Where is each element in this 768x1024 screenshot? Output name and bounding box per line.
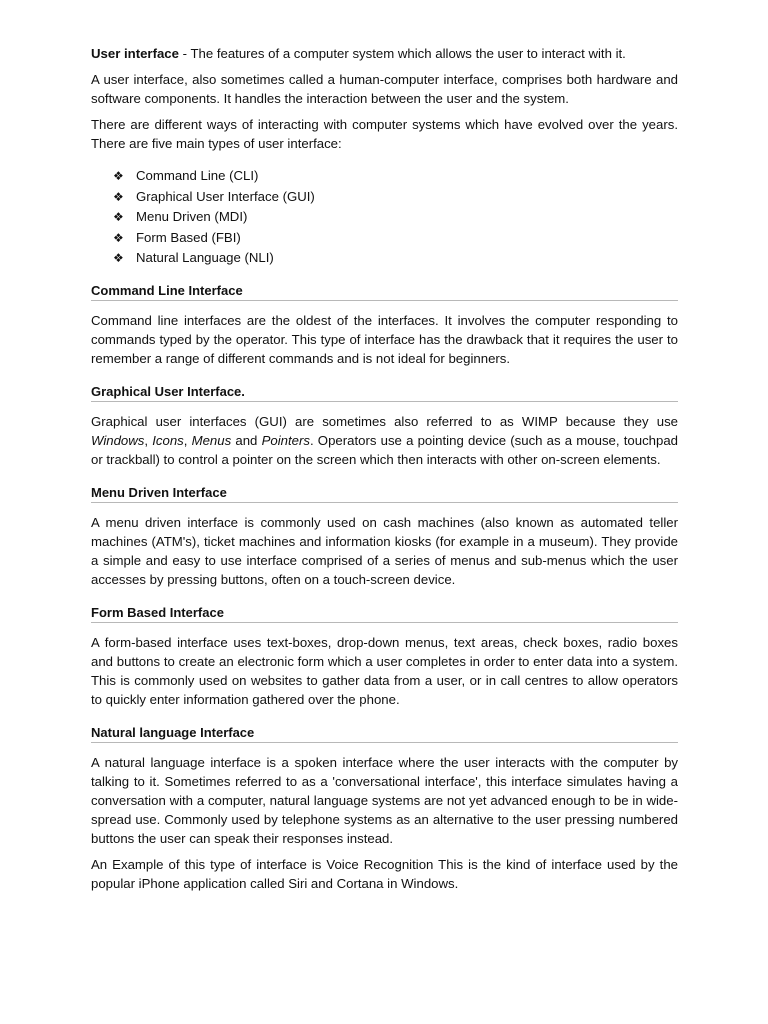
interface-types-list: [91, 166, 678, 269]
section-body-mdi: [91, 513, 678, 589]
mdi-paragraph: A menu driven interface is commonly used on cash machines (also known as automated teller machines (ATM's), ticket machines and information kiosks (for example in a museum). They provide a simple and easy to use interface comprised of a series of menus and sub-menus which the user accesses by pressing buttons, often on a touch-screen device.: [91, 514, 678, 587]
section-body-fbi: [91, 633, 678, 709]
list-item: ❖ Form Based (FBI): [113, 228, 678, 249]
list-item: ❖ Natural Language (NLI): [113, 248, 678, 269]
diamond-bullet-icon: ❖: [113, 169, 124, 183]
list-item: ❖ Command Line (CLI): [113, 166, 678, 187]
diamond-bullet-icon: ❖: [113, 210, 124, 225]
gui-paragraph: Graphical user interfaces (GUI) are sometimes also referred to as WIMP because they use Windows, Icons, Menus and Pointers. Operators use a pointing device (such as a mouse, touchpad or trackball) to control a pointer on the screen which then interacts with other on-screen elements.: [91, 413, 678, 467]
section-heading-gui: Graphical User Interface.: [91, 382, 678, 402]
section-heading-cli: Command Line Interface: [91, 281, 678, 301]
term-user-interface: User interface: [91, 46, 179, 61]
section-body-nli: [91, 753, 678, 893]
section-body-cli: [91, 311, 678, 368]
section-heading-nli: Natural language Interface: [91, 723, 678, 743]
cli-paragraph: Command line interfaces are the oldest of the interfaces. It involves the computer responding to commands typed by the operator. This type of interface has the drawback that it requires the user to remember a range of different commands and is not ideal for beginners.: [91, 312, 678, 366]
section-heading-fbi: Form Based Interface: [91, 603, 678, 623]
intro-paragraph-1: A user interface, also sometimes called a human-computer interface, comprises both hardware and software components. It handles the interaction between the user and the system.: [91, 72, 678, 106]
intro-paragraph-2: There are different ways of interacting with computer systems which have evolved over the years. There are five main types of user interface:: [91, 117, 678, 151]
intro-definition: [91, 44, 678, 63]
diamond-bullet-icon: ❖: [113, 230, 124, 245]
nli-paragraph-2: An Example of this type of interface is Voice Recognition This is the kind of interface used by the popular iPhone application called Siri and Cortana in Windows.: [91, 856, 678, 891]
section-heading-mdi: Menu Driven Interface: [91, 483, 678, 503]
list-item: ❖ Graphical User Interface (GUI): [113, 187, 678, 208]
nli-paragraph-1: A natural language interface is a spoken interface where the user interacts with the computer by talking to it. Sometimes referred to as a 'conversational interface', this interface simulates having a conversation with a computer, natural language systems are not yet advanced enough to be in wide-spread use. Commonly used by telephone systems as an alternative to the user pressing numbered buttons the user can speak their responses instead.: [91, 754, 678, 846]
fbi-paragraph: A form-based interface uses text-boxes, drop-down menus, text areas, check boxes, radio boxes and buttons to create an electronic form which a user completes in order to enter data into a system. This is commonly used on websites to gather data from a user, or in call centres to allow operators to quickly enter information gathered over the phone.: [91, 634, 678, 707]
diamond-bullet-icon: ❖: [113, 251, 124, 266]
section-body-gui: [91, 412, 678, 469]
definition-text: - The features of a computer system which allows the user to interact with it.: [178, 46, 626, 61]
list-item: ❖ Menu Driven (MDI): [113, 207, 678, 228]
diamond-bullet-icon: ❖: [113, 189, 124, 204]
